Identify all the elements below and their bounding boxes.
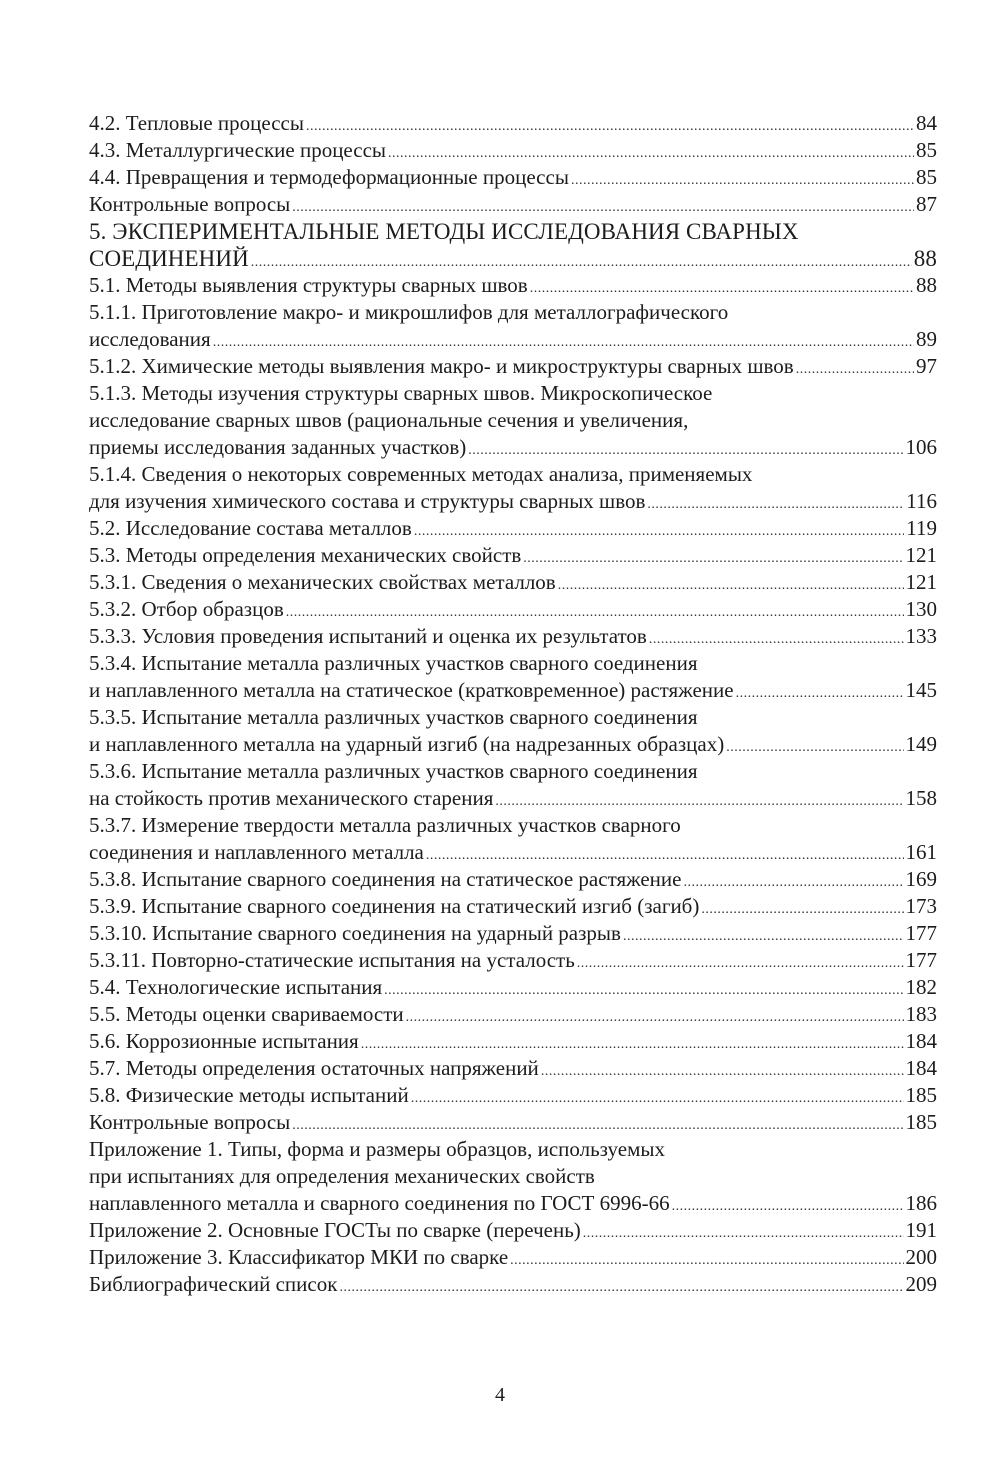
toc-entry-title: 5.7. Методы определения остаточных напряжений <box>89 1056 539 1080</box>
toc-entry-title: 5.3.8. Испытание сварного соединения на статическое растяжение <box>89 867 682 891</box>
toc-entry-page: 173 <box>905 894 937 918</box>
toc-entry-page: 158 <box>905 786 937 810</box>
toc-entry-title: 5.3.5. Испытание металла различных участков сварного соединения <box>89 705 698 729</box>
toc-dot-leader <box>530 275 914 302</box>
toc-entry-title: 5.1. Методы выявления структуры сварных швов <box>89 273 528 297</box>
toc-entry <box>89 218 937 245</box>
toc-entry-page: 177 <box>905 921 937 945</box>
toc-dot-leader <box>468 437 903 464</box>
toc-entry-title: Приложение 2. Основные ГОСТы по сварке (перечень) <box>89 1218 581 1242</box>
toc-entry <box>89 704 937 731</box>
toc-entry-page: 119 <box>906 516 937 540</box>
toc-dot-leader <box>558 572 904 599</box>
toc-entry <box>89 1163 937 1190</box>
toc-dot-leader <box>647 491 904 518</box>
toc-dot-leader <box>571 167 914 194</box>
toc-entry-title: исследование сварных швов (рациональные сечения и увеличения, <box>89 408 689 432</box>
toc-entry <box>89 353 937 380</box>
toc-entry-title: 5.5. Методы оценки свариваемости <box>89 1002 404 1026</box>
toc-entry-page: 106 <box>905 435 937 459</box>
toc-entry-title: 5.3.3. Условия проведения испытаний и оценка их результатов <box>89 624 647 648</box>
toc-entry-page: 133 <box>905 624 937 648</box>
toc-entry-title: Приложение 3. Классификатор МКИ по сварке <box>89 1245 509 1269</box>
toc-entry-page: 88 <box>916 273 937 297</box>
toc-entry-title: 4.4. Превращения и термодеформационные процессы <box>89 165 569 189</box>
toc-dot-leader <box>292 1112 903 1139</box>
toc-dot-leader <box>306 113 914 140</box>
toc-entry <box>89 110 937 137</box>
toc-entry <box>89 137 937 164</box>
toc-dot-leader <box>726 734 903 761</box>
toc-entry-page: 183 <box>905 1002 937 1026</box>
toc-entry-page: 130 <box>905 597 937 621</box>
toc-entry-title: для изучения химического состава и структуры сварных швов <box>89 489 646 513</box>
toc-entry-page: 186 <box>905 1191 937 1215</box>
toc-entry <box>89 731 937 758</box>
toc-dot-leader <box>623 923 904 950</box>
toc-dot-leader <box>583 1220 904 1247</box>
toc-entry-title: 5.8. Физические методы испытаний <box>89 1083 409 1107</box>
toc-entry <box>89 812 937 839</box>
toc-entry-title: Библиографический список <box>89 1272 338 1296</box>
toc-entry-title: и наплавленного металла на статическое (кратковременное) растяжение <box>89 678 734 702</box>
toc-entry-title: 5.3.9. Испытание сварного соединения на статический изгиб (загиб) <box>89 894 700 918</box>
toc-dot-leader <box>292 194 914 221</box>
toc-entry <box>89 1055 937 1082</box>
toc-entry <box>89 1028 937 1055</box>
toc-dot-leader <box>426 842 904 869</box>
toc-entry <box>89 866 937 893</box>
toc-entry <box>89 785 937 812</box>
toc-entry <box>89 1001 937 1028</box>
toc-entry-page: 121 <box>905 543 937 567</box>
toc-dot-leader <box>672 1193 904 1220</box>
toc-entry-title: Приложение 1. Типы, форма и размеры образцов, используемых <box>89 1137 665 1161</box>
toc-dot-leader <box>414 518 904 545</box>
toc-entry-page: 88 <box>913 246 937 271</box>
toc-entry-title: 5.3.7. Измерение твердости металла различных участков сварного <box>89 813 681 837</box>
toc-dot-leader <box>411 1085 904 1112</box>
toc-entry-title: приемы исследования заданных участков) <box>89 435 467 459</box>
toc-entry <box>89 1190 937 1217</box>
toc-dot-leader <box>361 1031 904 1058</box>
toc-entry-title: на стойкость против механического старения <box>89 786 494 810</box>
toc-entry <box>89 434 937 461</box>
toc-entry <box>89 947 937 974</box>
toc-entry-title: 5.3.11. Повторно-статические испытания на усталость <box>89 948 575 972</box>
toc-entry <box>89 542 937 569</box>
toc-entry <box>89 245 937 272</box>
toc-entry <box>89 758 937 785</box>
toc-dot-leader <box>510 1247 903 1274</box>
toc-entry-title: 5.3.1. Сведения о механических свойствах металлов <box>89 570 556 594</box>
toc-entry-title: при испытаниях для определения механических свойств <box>89 1164 595 1188</box>
toc-entry-title: 5.1.1. Приготовление макро- и микрошлифов для металлографического <box>89 300 729 324</box>
toc-entry <box>89 677 937 704</box>
toc-entry <box>89 974 937 1001</box>
table-of-contents <box>89 110 937 1298</box>
toc-entry-title: Контрольные вопросы <box>89 1110 291 1134</box>
toc-dot-leader <box>495 788 903 815</box>
toc-entry-page: 191 <box>905 1218 937 1242</box>
toc-entry-page: 87 <box>916 192 937 216</box>
toc-entry-page: 97 <box>916 354 937 378</box>
toc-entry-page: 145 <box>905 678 937 702</box>
toc-entry-title: 5.3.6. Испытание металла различных участков сварного соединения <box>89 759 698 783</box>
toc-entry-title: 5.1.4. Сведения о некоторых современных методах анализа, применяемых <box>89 462 753 486</box>
toc-entry-page: 84 <box>916 111 937 135</box>
toc-dot-leader <box>213 329 914 356</box>
toc-dot-leader <box>683 869 903 896</box>
toc-dot-leader <box>577 950 904 977</box>
toc-entry-page: 209 <box>905 1272 937 1296</box>
toc-entry-title: 5.6. Коррозионные испытания <box>89 1029 359 1053</box>
toc-entry <box>89 1136 937 1163</box>
toc-dot-leader <box>701 896 903 923</box>
toc-entry-page: 184 <box>905 1056 937 1080</box>
toc-entry-title: 5.1.2. Химические методы выявления макро- и микроструктуры сварных швов <box>89 354 794 378</box>
toc-dot-leader <box>541 1058 904 1085</box>
toc-entry-page: 184 <box>905 1029 937 1053</box>
toc-entry <box>89 650 937 677</box>
toc-entry-page: 161 <box>905 840 937 864</box>
page-number: 4 <box>495 1384 505 1406</box>
toc-entry-title: исследования <box>89 327 211 351</box>
toc-entry <box>89 488 937 515</box>
toc-entry-page: 121 <box>905 570 937 594</box>
toc-entry-title: 4.2. Тепловые процессы <box>89 111 304 135</box>
toc-entry-title: 5.3.4. Испытание металла различных участков сварного соединения <box>89 651 698 675</box>
toc-entry-title: 5.3. Методы определения механических свойств <box>89 543 522 567</box>
toc-entry <box>89 1082 937 1109</box>
toc-entry-title: 5.1.3. Методы изучения структуры сварных швов. Микроскопическое <box>89 381 713 405</box>
toc-entry-page: 185 <box>905 1110 937 1134</box>
toc-entry <box>89 1244 937 1271</box>
toc-entry <box>89 299 937 326</box>
toc-entry-page: 85 <box>916 165 937 189</box>
toc-dot-leader <box>523 545 903 572</box>
toc-entry-page: 116 <box>906 489 937 513</box>
toc-entry <box>89 839 937 866</box>
toc-entry-title: 4.3. Металлургические процессы <box>89 138 387 162</box>
toc-entry <box>89 920 937 947</box>
toc-dot-leader <box>406 1004 904 1031</box>
toc-entry <box>89 272 937 299</box>
toc-entry <box>89 326 937 353</box>
toc-entry <box>89 569 937 596</box>
toc-entry-title: соединения и наплавленного металла <box>89 840 424 864</box>
toc-entry <box>89 380 937 407</box>
toc-dot-leader <box>736 680 904 707</box>
toc-dot-leader <box>388 140 914 167</box>
toc-entry <box>89 164 937 191</box>
toc-entry-page: 200 <box>905 1245 937 1269</box>
toc-entry-title: 5.3.10. Испытание сварного соединения на ударный разрыв <box>89 921 621 945</box>
toc-entry-title: 5.4. Технологические испытания <box>89 975 383 999</box>
toc-dot-leader <box>796 356 914 383</box>
toc-entry <box>89 1109 937 1136</box>
toc-entry <box>89 596 937 623</box>
toc-entry-title: СОЕДИНЕНИЙ <box>89 246 249 271</box>
toc-entry-page: 169 <box>905 867 937 891</box>
toc-entry-page: 89 <box>916 327 937 351</box>
toc-entry-title: 5.3.2. Отбор образцов <box>89 597 284 621</box>
toc-entry-title: наплавленного металла и сварного соединения по ГОСТ 6996-66 <box>89 1191 670 1215</box>
toc-entry <box>89 515 937 542</box>
toc-entry <box>89 1217 937 1244</box>
toc-entry-page: 149 <box>905 732 937 756</box>
toc-entry-title: 5. ЭКСПЕРИМЕНТАЛЬНЫЕ МЕТОДЫ ИССЛЕДОВАНИЯ СВАРНЫХ <box>89 219 799 244</box>
toc-entry-title: и наплавленного металла на ударный изгиб (на надрезанных образцах) <box>89 732 725 756</box>
toc-entry-page: 177 <box>905 948 937 972</box>
toc-dot-leader <box>384 977 903 1004</box>
toc-entry <box>89 893 937 920</box>
toc-dot-leader <box>649 626 904 653</box>
toc-entry <box>89 407 937 434</box>
toc-entry <box>89 191 937 218</box>
toc-entry-title: 5.2. Исследование состава металлов <box>89 516 412 540</box>
toc-entry <box>89 623 937 650</box>
toc-entry <box>89 461 937 488</box>
toc-entry-page: 185 <box>905 1083 937 1107</box>
toc-entry-page: 182 <box>905 975 937 999</box>
toc-dot-leader <box>286 599 904 626</box>
toc-entry-title: Контрольные вопросы <box>89 192 291 216</box>
toc-entry <box>89 1271 937 1298</box>
toc-entry-page: 85 <box>916 138 937 162</box>
toc-dot-leader <box>339 1274 903 1301</box>
